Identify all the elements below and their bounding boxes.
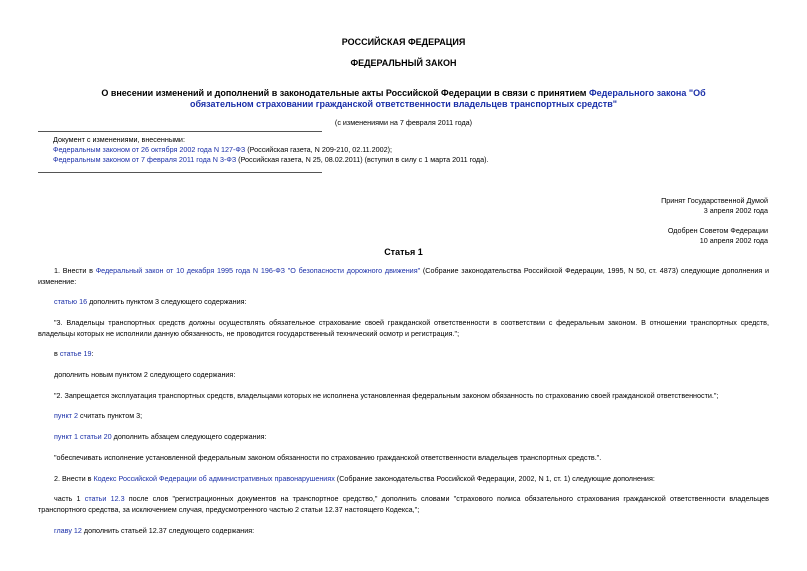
title-plain: О внесении изменений и дополнений в законодательные акты Российской Федерации в связи с принятием <box>101 88 589 98</box>
paragraph-4: в статье 19: <box>54 349 94 358</box>
paragraph-10: 2. Внести в Кодекс Российской Федерации об административных правонарушениях (Собрание законодательства Российской Федерации, 2002, N 1, ст. 1) следующие дополнения: <box>54 474 655 483</box>
link-point-2[interactable]: пункт 2 <box>54 411 78 420</box>
paragraph-5: дополнить новым пунктом 2 следующего содержания: <box>54 370 236 379</box>
header-law-type: ФЕДЕРАЛЬНЫЙ ЗАКОН <box>350 58 457 68</box>
header-country: РОССИЙСКАЯ ФЕДЕРАЦИЯ <box>341 37 466 47</box>
link-point-1-article-20[interactable]: пункт 1 статьи 20 <box>54 432 112 441</box>
adoption-council: Одобрен Советом Федерации 10 апреля 2002 года <box>667 226 768 245</box>
divider-top <box>38 131 322 132</box>
paragraph-1: 1. Внести в Федеральный закон от 10 декабря 1995 года N 196-ФЗ "О безопасности дорожного движения" (Собрание законодательства Российской Федерации, 1995, N 50, ст. 4873) следующие дополнения и изменение: <box>38 266 769 286</box>
amendments-block <box>53 135 773 165</box>
edition-note: (с изменениями на 7 февраля 2011 года) <box>334 118 473 127</box>
link-article-19[interactable]: статье 19 <box>59 349 92 358</box>
document-title <box>90 88 717 110</box>
paragraph-9: "обеспечивать исполнение установленной федеральным законом обязанности по страхованию гражданской ответственности владельцев транспортных средств.". <box>54 453 602 462</box>
amendment-link-1[interactable]: Федеральным законом от 26 октября 2002 года N 127-ФЗ <box>53 145 246 154</box>
paragraph-8: пункт 1 статьи 20 дополнить абзацем следующего содержания: <box>54 432 267 441</box>
adoption-duma: Принят Государственной Думой 3 апреля 2002 года <box>661 196 768 215</box>
paragraph-6: "2. Запрещается эксплуатация транспортных средств, владельцами которых не исполнена установленная федеральным законом обязанность по страхованию своей гражданской ответственности."; <box>54 391 719 400</box>
paragraph-2: статью 16 дополнить пунктом 3 следующего содержания: <box>54 297 247 306</box>
link-article-12-3[interactable]: статьи 12.3 <box>84 494 125 503</box>
amendments-intro: Документ с изменениями, внесенными: <box>53 135 185 144</box>
amendment-link-2[interactable]: Федеральным законом от 7 февраля 2011 года N 3-ФЗ <box>53 155 237 164</box>
paragraph-7: пункт 2 считать пунктом 3; <box>54 411 143 420</box>
amendment-item: Федеральным законом от 26 октября 2002 года N 127-ФЗ (Российская газета, N 209-210, 02.11.2002); <box>53 145 393 154</box>
amendment-item: Федеральным законом от 7 февраля 2011 года N 3-ФЗ (Российская газета, N 25, 08.02.2011) (вступил в силу с 1 марта 2011 года). <box>53 155 489 164</box>
divider-bottom <box>38 172 322 173</box>
title-law-link[interactable]: Федерального закона "Об обязательном страховании гражданской ответственности владельцев транспортных средств" <box>189 88 706 109</box>
paragraph-3: "3. Владельцы транспортных средств должны осуществлять обязательное страхование своей гражданской ответственности в соответствии с федеральным законом. В отношении транспортных средств, владельцы которых не исполнили данную обязанность, не проводится государственный технический осмотр и регистрация."; <box>38 318 769 338</box>
link-chapter-12[interactable]: главу 12 <box>54 526 82 535</box>
paragraph-11: часть 1 статьи 12.3 после слов "регистрационных документов на транспортное средство," дополнить словами "страхового полиса обязательного страхования гражданской ответственности владельцев транспортного средства, за исключением случая, предусмотренного частью 2 статьи 12.37 настоящего Кодекса,"; <box>38 494 769 514</box>
link-article-16[interactable]: статью 16 <box>54 297 88 306</box>
link-admin-code[interactable]: Кодекс Российской Федерации об административных правонарушениях <box>93 474 335 483</box>
article-title: Статья 1 <box>384 247 423 257</box>
paragraph-12: главу 12 дополнить статьей 12.37 следующего содержания: <box>54 526 255 535</box>
link-traffic-safety-law[interactable]: Федеральный закон от 10 декабря 1995 года N 196-ФЗ "О безопасности дорожного движения" <box>95 266 421 275</box>
